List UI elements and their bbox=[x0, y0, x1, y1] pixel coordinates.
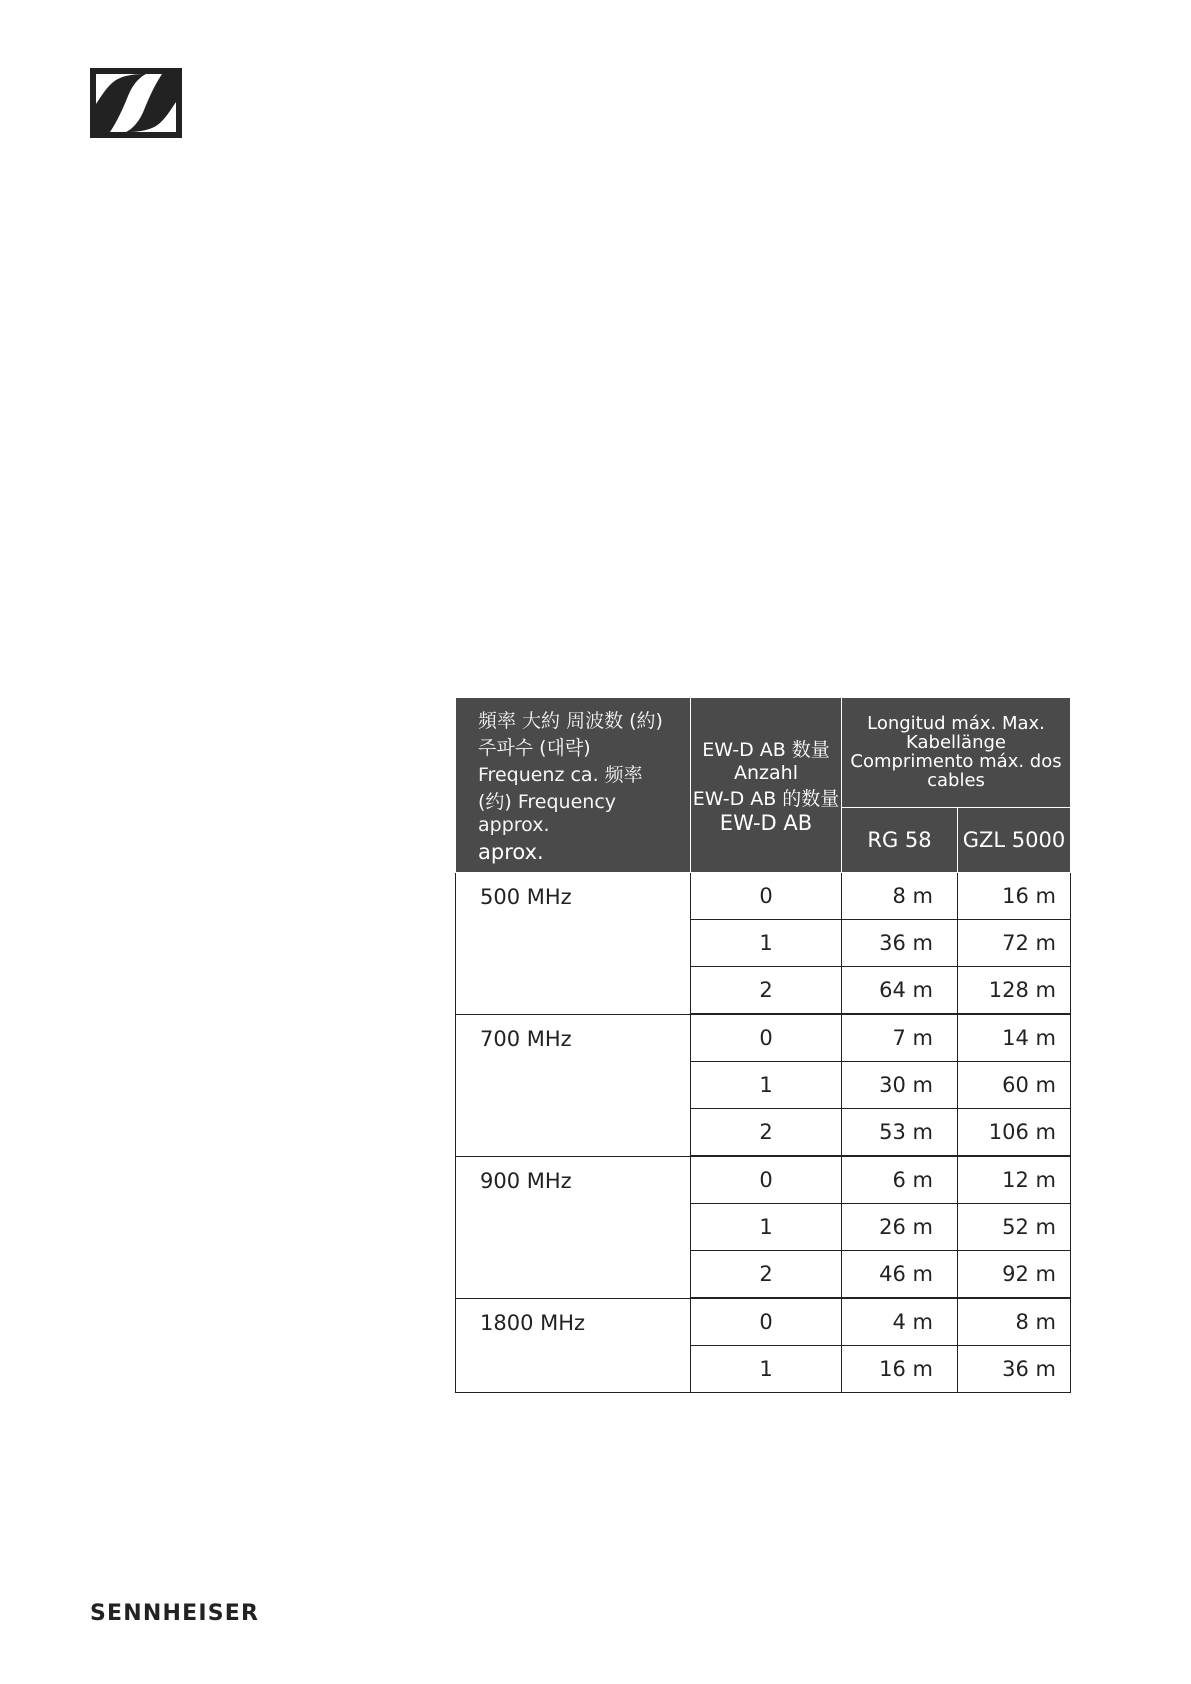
header-count-overlap-2: EW-D AB 的数量 bbox=[692, 788, 840, 810]
sennheiser-logo-icon bbox=[90, 68, 182, 138]
header-frequency bbox=[456, 698, 691, 873]
count-cell: 1 bbox=[691, 1062, 842, 1109]
rg58-cell: 7 m bbox=[842, 1014, 958, 1062]
rg58-cell: 30 m bbox=[842, 1062, 958, 1109]
count-cell: 2 bbox=[691, 1251, 842, 1299]
frequency-cell: 500 MHz bbox=[456, 873, 691, 1015]
header-frequency-label: aprox. bbox=[478, 840, 544, 864]
gzl5000-cell: 106 m bbox=[958, 1109, 1071, 1157]
count-cell: 2 bbox=[691, 1109, 842, 1157]
header-max-cable-length bbox=[842, 698, 1071, 808]
gzl5000-cell: 12 m bbox=[958, 1156, 1071, 1204]
rg58-cell: 6 m bbox=[842, 1156, 958, 1204]
count-cell: 1 bbox=[691, 1204, 842, 1251]
count-cell: 0 bbox=[691, 1156, 842, 1204]
count-cell: 2 bbox=[691, 967, 842, 1015]
gzl5000-cell: 8 m bbox=[958, 1298, 1071, 1346]
gzl5000-cell: 52 m bbox=[958, 1204, 1071, 1251]
header-frequency-overlap: 頻率 大約 周波数 (約) 주파수 (대략) bbox=[478, 710, 663, 759]
frequency-cell: 1800 MHz bbox=[456, 1298, 691, 1393]
rg58-cell: 53 m bbox=[842, 1109, 958, 1157]
rg58-cell: 8 m bbox=[842, 873, 958, 920]
cable-length-table bbox=[455, 697, 1070, 1381]
header-count-overlap: EW-D AB 数量 Anzahl bbox=[702, 739, 830, 784]
table-row bbox=[456, 1014, 1071, 1062]
gzl5000-cell: 92 m bbox=[958, 1251, 1071, 1299]
gzl5000-cell: 16 m bbox=[958, 873, 1071, 920]
brand-wordmark: SENNHEISER bbox=[90, 1601, 260, 1626]
header-length-label: Comprimento máx. dos cables bbox=[850, 751, 1062, 792]
header-count bbox=[691, 698, 842, 873]
count-cell: 0 bbox=[691, 873, 842, 920]
gzl5000-cell: 128 m bbox=[958, 967, 1071, 1015]
gzl5000-cell: 72 m bbox=[958, 920, 1071, 967]
gzl5000-cell: 36 m bbox=[958, 1346, 1071, 1393]
rg58-cell: 46 m bbox=[842, 1251, 958, 1299]
rg58-cell: 16 m bbox=[842, 1346, 958, 1393]
rg58-cell: 26 m bbox=[842, 1204, 958, 1251]
header-gzl5000: GZL 5000 bbox=[958, 807, 1071, 872]
gzl5000-cell: 14 m bbox=[958, 1014, 1071, 1062]
rg58-cell: 36 m bbox=[842, 920, 958, 967]
header-count-label: EW-D AB bbox=[719, 811, 813, 835]
rg58-cell: 4 m bbox=[842, 1298, 958, 1346]
frequency-cell: 700 MHz bbox=[456, 1014, 691, 1156]
count-cell: 0 bbox=[691, 1014, 842, 1062]
header-rg58: RG 58 bbox=[842, 807, 958, 872]
rg58-cell: 64 m bbox=[842, 967, 958, 1015]
gzl5000-cell: 60 m bbox=[958, 1062, 1071, 1109]
table-row bbox=[456, 1156, 1071, 1204]
count-cell: 1 bbox=[691, 1346, 842, 1393]
table-row bbox=[456, 873, 1071, 920]
count-cell: 1 bbox=[691, 920, 842, 967]
header-length-overlap: Longitud máx. Max. Kabellänge bbox=[867, 713, 1045, 754]
count-cell: 0 bbox=[691, 1298, 842, 1346]
frequency-cell: 900 MHz bbox=[456, 1156, 691, 1298]
table-row bbox=[456, 1298, 1071, 1346]
header-frequency-overlap-2: Frequenz ca. 频率 (约) Frequency approx. bbox=[478, 764, 643, 836]
